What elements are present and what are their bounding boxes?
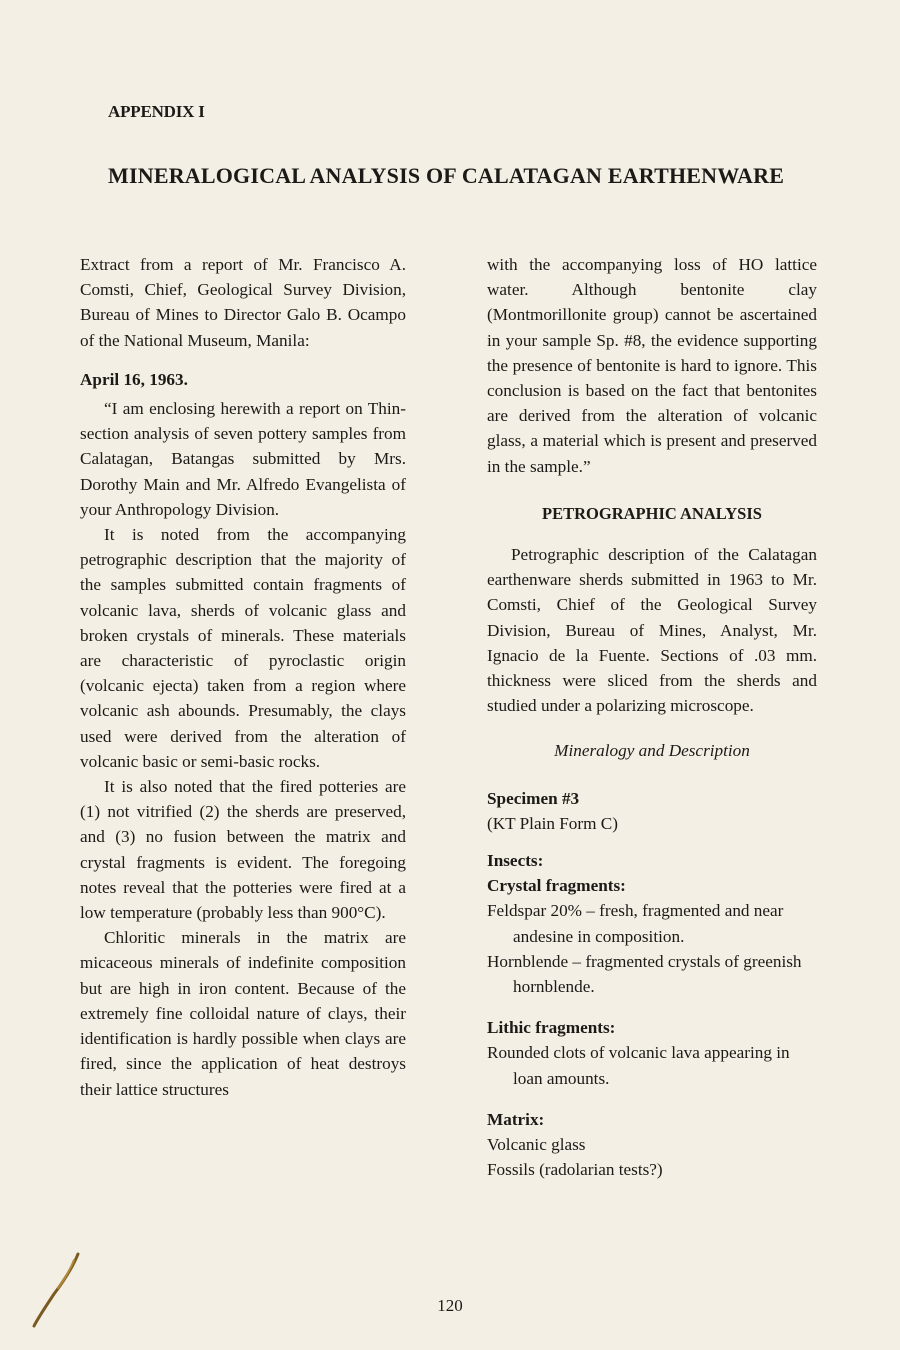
left-column — [80, 252, 406, 1102]
pencil-mark-icon — [30, 1250, 90, 1330]
crystal-fragments-label: Crystal fragments: — [487, 876, 626, 896]
specimen-form: (KT Plain Form C) — [487, 813, 618, 833]
specimen-title: Specimen #3 — [487, 788, 580, 808]
body-paragraph: It is also noted that the fired potteries are (1) not vitrified (2) the sherds are preserved, and (3) no fusion between the matrix and crystal fragments is evident. The foregoing notes reveal that the potteries were fired at a low temperature (probably less than 900°C). — [80, 777, 406, 923]
letter-date: April 16, 1963. — [80, 369, 188, 389]
petrographic-paragraph: Petrographic description of the Calatagan earthenware sherds submitted in 1963 to Mr. Comsti, Chief of the Geological Survey Division, Bureau of Mines, Analyst, Mr. Ignacio de la Fuente. Sections of .03 mm. thickness were sliced from the sherds and studied under a polarizing microscope. — [487, 545, 817, 716]
hornblende-entry: Hornblende – fragmented crystals of greenish hornblende. — [487, 951, 802, 997]
right-column — [487, 252, 817, 1183]
lithic-fragments-label: Lithic fragments: — [487, 1018, 616, 1038]
matrix-item: Fossils (radolarian tests?) — [487, 1160, 663, 1180]
intro-paragraph: Extract from a report of Mr. Francisco A. Comsti, Chief, Geological Survey Division, Bureau of Mines to Director Galo B. Ocampo of the National Museum, Manila: — [80, 255, 406, 350]
section-heading: PETROGRAPHIC ANALYSIS — [542, 503, 762, 523]
body-paragraph: Chloritic minerals in the matrix are micaceous minerals of indefinite composition but are high in iron content. Because of the extremely fine colloidal nature of clays, their identification is hardly possible when clays are fired, since the application of heat destroys their lattice structures — [80, 928, 406, 1099]
page-title: MINERALOGICAL ANALYSIS OF CALATAGAN EARTHENWARE — [108, 163, 785, 188]
body-paragraph: It is noted from the accompanying petrographic description that the majority of the samples submitted contain fragments of volcanic lava, sherds of volcanic glass and broken crystals of minerals. These materials are characteristic of pyroclastic origin (volcanic ejecta) taken from a region where volcanic ash abounds. Presumably, the clays used were derived from the alteration of volcanic basic or semi-basic rocks. — [80, 525, 406, 771]
matrix-item: Volcanic glass — [487, 1135, 586, 1155]
page-number: 120 — [437, 1296, 463, 1315]
body-paragraph: “I am enclosing herewith a report on Thin-section analysis of seven pottery samples from Calatagan, Batangas submitted by Mrs. Dorothy Main and Mr. Alfredo Evangelista of your Anthropology Division. — [80, 399, 406, 519]
lithic-entry: Rounded clots of volcanic lava appearing in loan amounts. — [487, 1043, 790, 1088]
matrix-label: Matrix: — [487, 1109, 545, 1129]
feldspar-entry: Feldspar 20% – fresh, fragmented and near andesine in composition. — [487, 901, 784, 946]
subheading: Mineralogy and Description — [554, 741, 750, 761]
body-paragraph-continued: with the accompanying loss of HO lattice water. Although bentonite clay (Montmorillonite group) cannot be ascertained in your sample Sp. #8, the evidence supporting the presence of bentonite is hard to ignore. This conclusion is based on the fact that bentonites are derived from the alteration of volcanic glass, a material which is present and preserved in the sample.” — [487, 255, 817, 476]
appendix-label: APPENDIX I — [108, 102, 205, 121]
insects-label: Insects: — [487, 851, 544, 871]
